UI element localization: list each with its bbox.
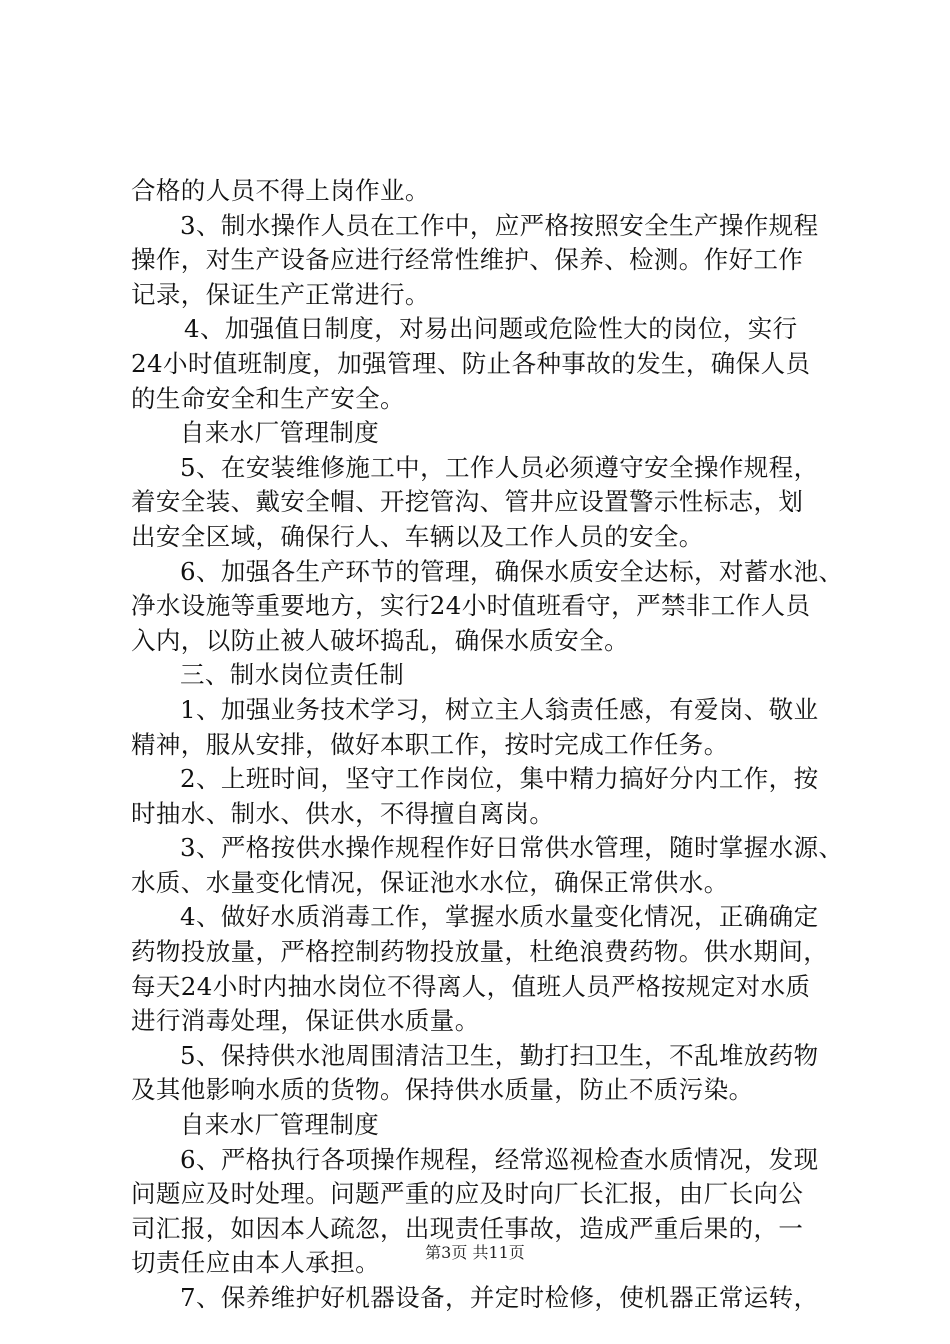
- text-line: 着安全装、戴安全帽、开挖管沟、管井应设置警示性标志，划: [131, 487, 804, 517]
- text-line: 3、严格按供水操作规程作好日常供水管理，随时掌握水源、: [180, 833, 844, 863]
- text-line: 1、加强业务技术学习，树立主人翁责任感，有爱岗、敬业: [180, 694, 819, 724]
- text-line: 4、做好水质消毒工作，掌握水质水量变化情况，正确确定: [180, 902, 819, 932]
- text-line: 问题应及时处理。问题严重的应及时向厂长汇报，由厂长向公: [131, 1179, 804, 1209]
- text-line: 5、保持供水池周围清洁卫生，勤打扫卫生，不乱堆放药物: [180, 1040, 819, 1070]
- text-line: 7、保养维护好机器设备，并定时检修，使机器正常运转，: [180, 1283, 819, 1312]
- text-line: 出安全区域，确保行人、车辆以及工作人员的安全。: [131, 521, 704, 551]
- text-line: 进行消毒处理，保证供水质量。: [131, 1006, 480, 1036]
- text-line: 净水设施等重要地方，实行24小时值班看守，严禁非工作人员: [131, 591, 811, 621]
- text-line: 精神，服从安排，做好本职工作，按时完成工作任务。: [131, 729, 729, 759]
- text-line: 入内，以防止被人破坏捣乱，确保水质安全。: [131, 625, 629, 655]
- text-line: 的生命安全和生产安全。: [131, 383, 405, 413]
- text-line: 4、加强值日制度，对易出问题或危险性大的岗位，实行: [184, 314, 798, 344]
- text-line: 药物投放量，严格控制药物投放量，杜绝浪费药物。供水期间，: [131, 937, 829, 967]
- text-line: 切责任应由本人承担。: [131, 1248, 380, 1278]
- text-line: 24小时值班制度，加强管理、防止各种事故的发生，确保人员: [131, 348, 811, 378]
- text-line: 水质、水量变化情况，保证池水水位，确保正常供水。: [131, 867, 729, 897]
- page-footer: 第3页 共11页: [425, 1243, 525, 1262]
- text-line: 司汇报，如因本人疏忽，出现责任事故，造成严重后果的，一: [131, 1213, 804, 1243]
- text-line: 5、在安装维修施工中，工作人员必须遵守安全操作规程，: [180, 452, 819, 482]
- text-line: 6、严格执行各项操作规程，经常巡视检查水质情况，发现: [180, 1144, 819, 1174]
- text-line: 自来水厂管理制度: [180, 418, 380, 448]
- text-line: 每天24小时内抽水岗位不得离人，值班人员严格按规定对水质: [131, 971, 811, 1001]
- text-line: 记录，保证生产正常进行。: [131, 279, 430, 309]
- text-line: 自来水厂管理制度: [180, 1110, 380, 1140]
- text-line: 操作，对生产设备应进行经常性维护、保养、检测。作好工作: [131, 245, 804, 275]
- text-line: 及其他影响水质的货物。保持供水质量，防止不质污染。: [131, 1075, 754, 1105]
- text-line: 3、制水操作人员在工作中，应严格按照安全生产操作规程: [180, 210, 819, 240]
- document-body: [131, 174, 844, 1316]
- text-line: 6、加强各生产环节的管理，确保水质安全达标，对蓄水池、: [180, 556, 844, 586]
- text-line: 合格的人员不得上岗作业。: [131, 176, 430, 205]
- text-line: 三、制水岗位责任制: [180, 660, 405, 690]
- text-line: 时抽水、制水、供水，不得擅自离岗。: [131, 798, 555, 828]
- text-line: 2、上班时间，坚守工作岗位，集中精力搞好分内工作，按: [180, 764, 819, 794]
